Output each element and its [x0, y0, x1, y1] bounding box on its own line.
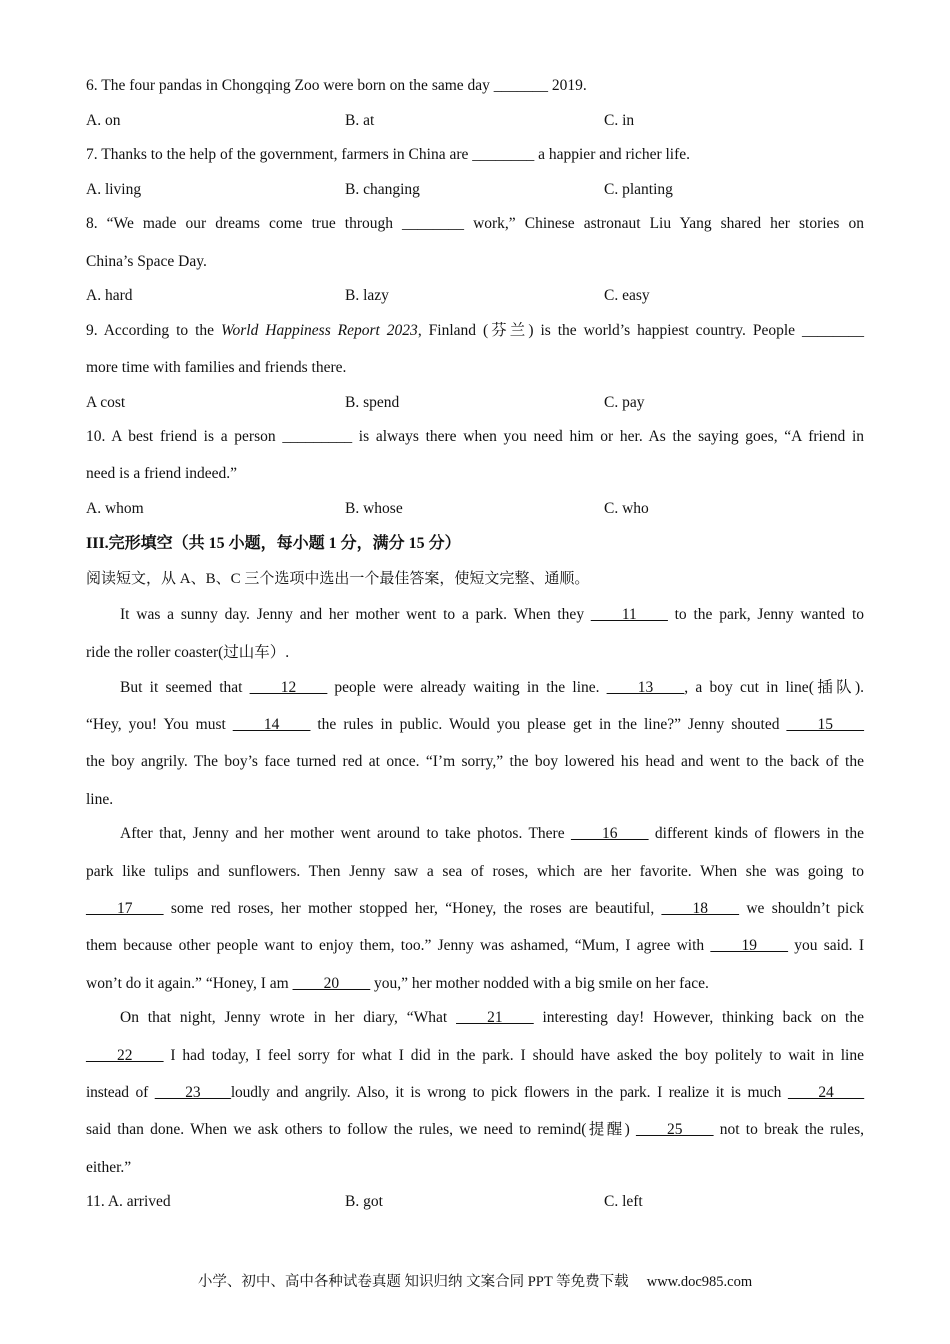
question-7-stem: 7. Thanks to the help of the government, farmers in China are ________ a happier and richer life.	[86, 146, 691, 163]
blank-19: ____19____	[710, 937, 788, 954]
text: won’t do it again.” “Honey, I am	[86, 975, 293, 992]
text: to the park, Jenny wanted to	[667, 606, 864, 623]
footer-site-link[interactable]: www.doc985.com	[646, 1274, 753, 1290]
passage-p4-line5: either.”	[86, 1159, 132, 1176]
q11-option-a: 11. A. arrived	[86, 1193, 171, 1210]
text: not to break the rules,	[713, 1121, 864, 1138]
blank-13: ____13____	[606, 679, 685, 696]
text: we shouldn’t pick	[739, 900, 864, 917]
q10-option-c: C. who	[604, 500, 649, 517]
blank-11: ____11____	[590, 606, 668, 623]
question-9-stem-line2: more time with families and friends there.	[86, 359, 347, 376]
text: instead of	[86, 1084, 155, 1101]
q9-report-title: World Happiness Report 2023	[221, 322, 418, 339]
q10-option-b: B. whose	[345, 500, 403, 517]
blank-16: ____16____	[571, 825, 649, 842]
text: you,” her mother nodded with a big smile on her face.	[370, 975, 709, 992]
q11-option-c: C. left	[604, 1193, 643, 1210]
question-8-stem-line2: China’s Space Day.	[86, 253, 207, 270]
blank-20: ____20____	[292, 975, 371, 992]
passage-p2-line2	[86, 715, 864, 735]
question-8-stem-line1: 8. “We made our dreams come true through ________ work,” Chinese astronaut Liu Yang shared her stories on	[86, 215, 864, 232]
text: loudly and angrily. Also, it is wrong to pick flowers in the park. I realize it is much	[230, 1084, 788, 1101]
blank-17: ____17____	[86, 900, 164, 917]
q7-option-c: C. planting	[604, 181, 673, 198]
blank-24: ____24____	[787, 1084, 864, 1101]
passage-p4-line1	[86, 1008, 864, 1028]
passage-p1-line2: ride the roller coaster(过山车）.	[86, 644, 290, 661]
passage-p3-line4	[86, 936, 864, 956]
q10-option-a: A. whom	[86, 500, 144, 517]
q7-option-b: B. changing	[345, 181, 420, 198]
text: different kinds of flowers in the	[648, 825, 864, 842]
text: them because other people want to enjoy them, too.” Jenny was ashamed, “Mum, I agree with	[86, 937, 711, 954]
section-title: III.完形填空（共 15 小题，每小题 1 分，满分 15 分）	[86, 535, 461, 552]
passage-p4-line2	[86, 1046, 864, 1066]
passage-p4-line4	[86, 1120, 864, 1140]
blank-23: ____23____	[154, 1084, 231, 1101]
passage-p2-line3: the boy angrily. The boy’s face turned red at once. “I’m sorry,” the boy lowered his head and went to the back of the	[86, 753, 864, 770]
passage-p4-line3	[86, 1083, 864, 1103]
q9-stem-pre: 9. According to the	[86, 322, 221, 339]
q6-option-b: B. at	[345, 112, 375, 129]
q8-option-c: C. easy	[604, 287, 650, 304]
text: After that, Jenny and her mother went around to take photos. There	[120, 825, 572, 842]
page-footer	[0, 1270, 950, 1291]
q8-option-a: A. hard	[86, 287, 133, 304]
text: people were already waiting in the line.	[327, 679, 607, 696]
q11-option-b: B. got	[345, 1193, 383, 1210]
blank-12: ____12____	[249, 679, 328, 696]
passage-p3-line2: park like tulips and sunflowers. Then Jenny saw a sea of roses, which are her favorite. When she was going to	[86, 863, 864, 880]
question-10-stem-line2: need is a friend indeed.”	[86, 465, 238, 482]
q6-option-a: A. on	[86, 112, 121, 129]
passage-p2-line1	[86, 678, 864, 698]
q9-stem-post: , Finland (芬兰) is the world’s happiest country. People ________	[417, 322, 864, 339]
question-10-stem-line1: 10. A best friend is a person _________ is always there when you need him or her. As the saying goes, “A friend in	[86, 428, 864, 445]
blank-22: ____22____	[86, 1047, 164, 1064]
passage-p3-line3	[86, 899, 864, 919]
blank-14: ____14____	[232, 716, 311, 733]
passage-p2-line4: line.	[86, 791, 114, 808]
q9-option-a: A cost	[86, 394, 126, 411]
question-9-stem-line1	[86, 321, 864, 341]
blank-15: ____15____	[786, 716, 864, 733]
footer-text: 小学、初中、高中各种试卷真题 知识归纳 文案合同 PPT 等免费下载	[197, 1274, 629, 1290]
question-6-stem: 6. The four pandas in Chongqing Zoo were born on the same day _______ 2019.	[86, 77, 587, 94]
text: I had today, I feel sorry for what I did in the park. I should have asked the boy politely to wait in line	[163, 1047, 864, 1064]
text: On that night, Jenny wrote in her diary, “What	[120, 1009, 457, 1026]
q9-option-c: C. pay	[604, 394, 645, 411]
text: the rules in public. Would you please get in the line?” Jenny shouted	[310, 716, 787, 733]
q9-option-b: B. spend	[345, 394, 400, 411]
text: you said. I	[787, 937, 864, 954]
text: interesting day! However, thinking back on the	[533, 1009, 864, 1026]
passage-p3-line5	[86, 974, 709, 994]
text: It was a sunny day. Jenny and her mother went to a park. When they	[120, 606, 591, 623]
q8-option-b: B. lazy	[345, 287, 389, 304]
passage-p3-line1	[86, 824, 864, 844]
q7-option-a: A. living	[86, 181, 142, 198]
blank-18: ____18____	[661, 900, 740, 917]
q6-option-c: C. in	[604, 112, 635, 129]
text: “Hey, you! You must	[86, 716, 233, 733]
text: some red roses, her mother stopped her, “Honey, the roses are beautiful,	[163, 900, 662, 917]
text: But it seemed that	[120, 679, 250, 696]
blank-25: ____25____	[636, 1121, 714, 1138]
section-instruction: 阅读短文，从 A、B、C 三个选项中选出一个最佳答案，使短文完整、通顺。	[86, 571, 590, 587]
passage-p1-line1	[86, 605, 864, 625]
text: said than done. When we ask others to follow the rules, we need to remind(提醒)	[86, 1121, 636, 1138]
blank-21: ____21____	[456, 1009, 534, 1026]
text: , a boy cut in line(插队).	[684, 679, 864, 696]
